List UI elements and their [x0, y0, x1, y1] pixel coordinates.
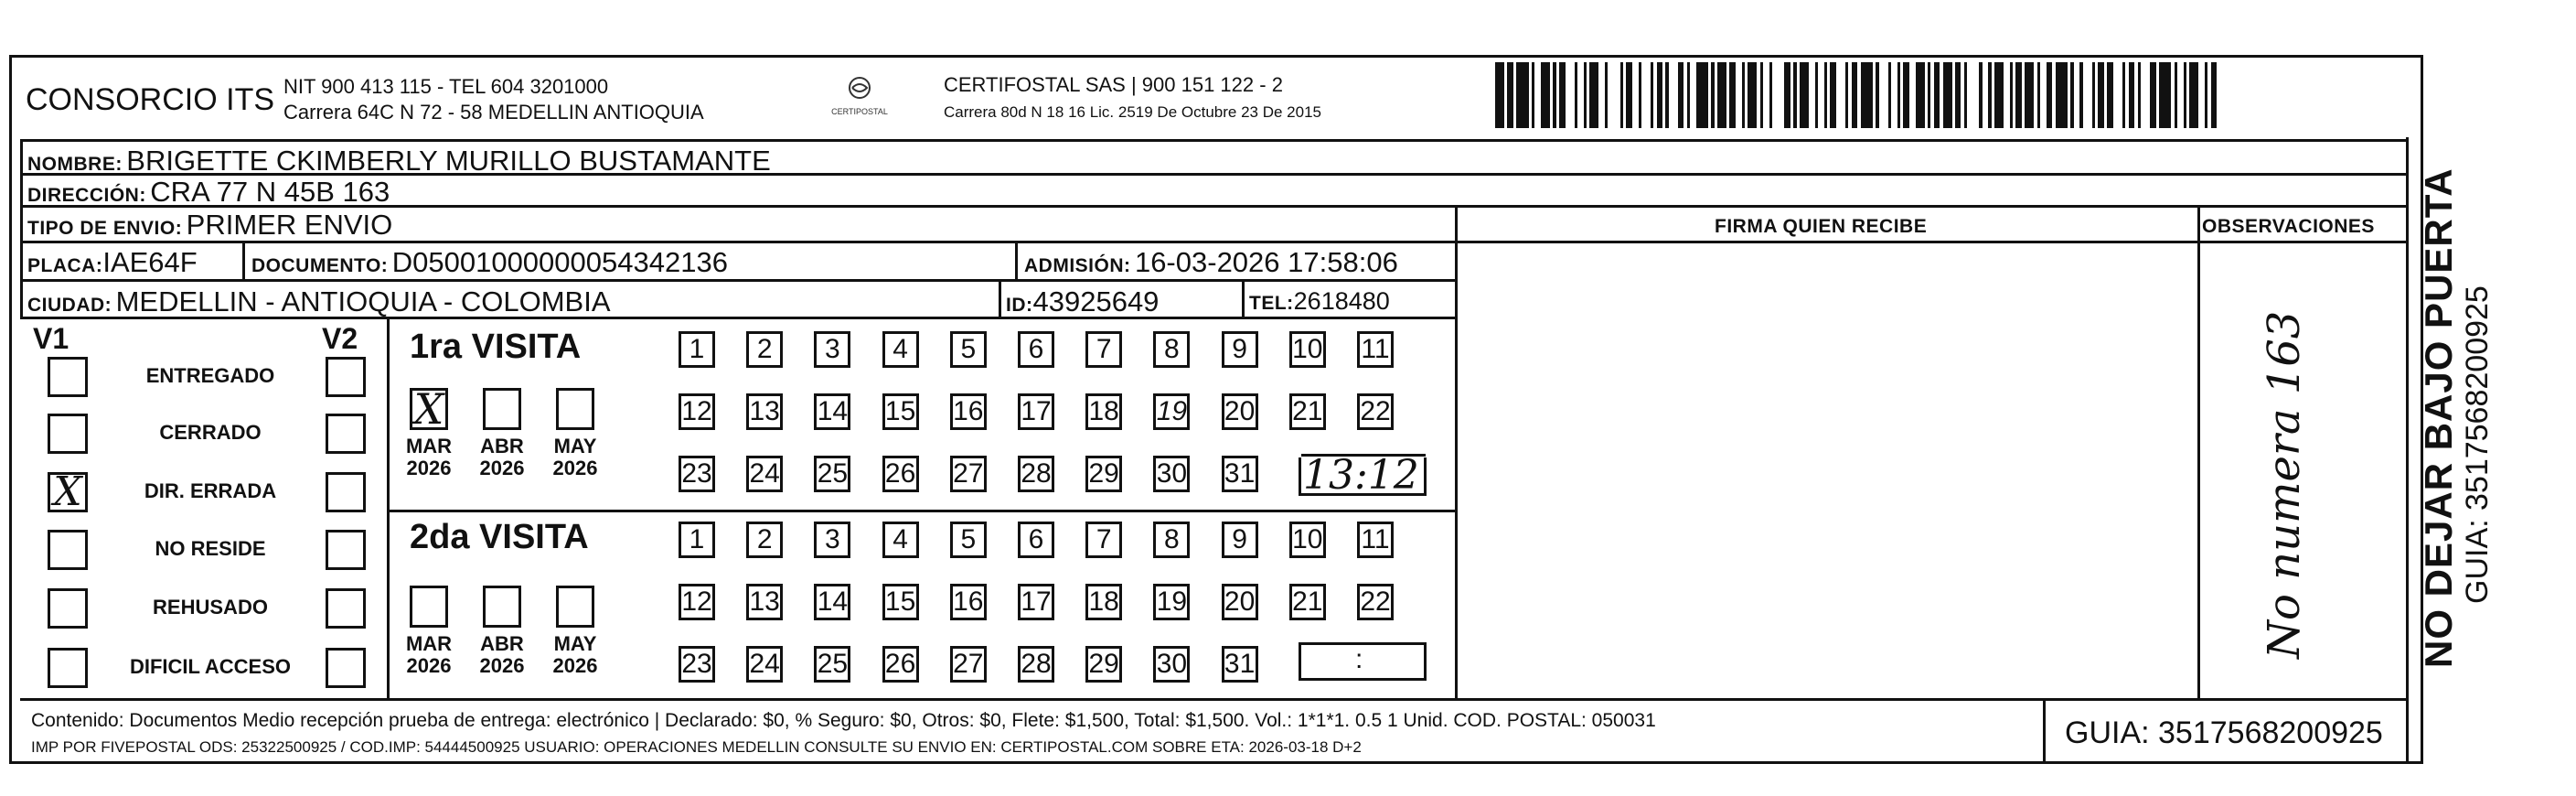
documento-field: DOCUMENTO: D05001000000054342136 — [251, 246, 728, 278]
day-box[interactable]: 23 — [679, 456, 715, 492]
day-box[interactable]: 6 — [1018, 522, 1054, 558]
day-box[interactable]: 21 — [1289, 584, 1326, 620]
day-box[interactable]: 29 — [1085, 456, 1122, 492]
v1-label: V1 — [33, 322, 69, 355]
contenido-line: Contenido: Documentos Medio recepción prueba de entrega: electrónico | Declarado: $0, % Seguro: $0, Otros: $0, Flete: $1,500, Total: $1,500. Vol.: 1*1*1. 0.5 1 Unid. COD. POSTAL: 050031 — [31, 710, 1656, 731]
day-box[interactable]: 30 — [1153, 646, 1190, 683]
observaciones-label: OBSERVACIONES — [2202, 216, 2375, 237]
v2-checkbox[interactable] — [326, 588, 366, 629]
company-name: CONSORCIO ITS — [26, 82, 275, 117]
v1-checkbox[interactable] — [48, 357, 88, 397]
month-checkbox-mar[interactable]: X — [410, 388, 448, 430]
month-label: MAR 2026 — [405, 632, 453, 677]
reason-label: NO RESIDE — [155, 537, 266, 560]
guia-footer: GUIA: 3517568200925 — [2065, 715, 2383, 750]
day-box[interactable]: 6 — [1018, 331, 1054, 368]
observaciones-handwritten: No numera 163 — [2259, 310, 2310, 659]
day-box[interactable]: 20 — [1222, 393, 1258, 430]
month-label: ABR 2026 — [479, 435, 525, 479]
day-box[interactable]: 9 — [1222, 331, 1258, 368]
day-box[interactable]: 2 — [746, 331, 783, 368]
day-box[interactable]: 7 — [1085, 522, 1122, 558]
day-box[interactable]: 10 — [1289, 522, 1326, 558]
address-line: Carrera 64C N 72 - 58 MEDELLIN ANTIOQUIA — [283, 101, 704, 124]
day-box[interactable]: 15 — [882, 393, 919, 430]
day-box[interactable]: 16 — [950, 584, 987, 620]
nombre-field: NOMBRE: BRIGETTE CKIMBERLY MURILLO BUSTAMANTE — [27, 145, 771, 177]
day-box[interactable]: 17 — [1018, 584, 1054, 620]
month-checkbox-may[interactable] — [556, 388, 594, 430]
day-box[interactable]: 5 — [950, 522, 987, 558]
visit2-time: : — [1355, 644, 1363, 674]
day-box[interactable]: 22 — [1357, 393, 1394, 430]
day-box[interactable]: 31 — [1222, 456, 1258, 492]
day-box[interactable]: 3 — [814, 522, 850, 558]
day-box[interactable]: 24 — [746, 646, 783, 683]
v2-checkbox[interactable] — [326, 357, 366, 397]
month-checkbox-mar[interactable] — [410, 586, 448, 628]
firma-label: FIRMA QUIEN RECIBE — [1715, 216, 1928, 237]
v1-checkbox[interactable] — [48, 588, 88, 629]
nit-line: NIT 900 413 115 - TEL 604 3201000 — [283, 75, 609, 98]
day-box[interactable]: 1 — [679, 522, 715, 558]
reason-label: ENTREGADO — [145, 364, 275, 387]
day-box[interactable]: 15 — [882, 584, 919, 620]
license-line: Carrera 80d N 18 16 Lic. 2519 De Octubre 23 De 2015 — [944, 103, 1321, 121]
id-field: ID:43925649 — [1006, 285, 1160, 317]
reason-label: REHUSADO — [153, 596, 268, 619]
admision-field: ADMISIÓN: 16-03-2026 17:58:06 — [1024, 246, 1398, 278]
month-label: ABR 2026 — [479, 632, 525, 677]
day-box[interactable]: 16 — [950, 393, 987, 430]
day-box[interactable]: 25 — [814, 456, 850, 492]
tipo-field: TIPO DE ENVIO: PRIMER ENVIO — [27, 209, 393, 241]
day-box[interactable]: 19 — [1153, 584, 1190, 620]
day-box[interactable]: 27 — [950, 646, 987, 683]
day-box[interactable]: 30 — [1153, 456, 1190, 492]
day-box[interactable]: 8 — [1153, 522, 1190, 558]
day-box[interactable]: 20 — [1222, 584, 1258, 620]
v1-checkbox[interactable]: X — [48, 472, 88, 512]
day-box[interactable]: 26 — [882, 646, 919, 683]
reason-label: DIFICIL ACCESO — [129, 655, 291, 678]
month-checkbox-abr[interactable] — [483, 586, 521, 628]
day-box[interactable]: 10 — [1289, 331, 1326, 368]
reason-label: DIR. ERRADA — [144, 479, 277, 502]
month-checkbox-abr[interactable] — [483, 388, 521, 430]
placa-field: PLACA:IAE64F — [27, 246, 198, 278]
day-box[interactable]: 12 — [679, 584, 715, 620]
certipostal-line: CERTIFOSTAL SAS | 900 151 122 - 2 — [944, 73, 1283, 96]
day-box[interactable]: 23 — [679, 646, 715, 683]
day-box[interactable]: 4 — [882, 331, 919, 368]
reason-label: CERRADO — [159, 421, 262, 444]
v2-checkbox[interactable] — [326, 414, 366, 454]
day-box[interactable]: 18 — [1085, 584, 1122, 620]
day-box[interactable]: 14 — [814, 393, 850, 430]
visit2-title: 2da VISITA — [410, 518, 589, 556]
day-box[interactable]: 28 — [1018, 646, 1054, 683]
day-box[interactable]: 18 — [1085, 393, 1122, 430]
day-box[interactable]: 2 — [746, 522, 783, 558]
visit1-time-box — [1299, 457, 1427, 496]
day-box[interactable]: 31 — [1222, 646, 1258, 683]
day-box[interactable]: 21 — [1289, 393, 1326, 430]
day-box[interactable]: 25 — [814, 646, 850, 683]
day-box[interactable]: 8 — [1153, 331, 1190, 368]
month-label: MAY 2026 — [552, 435, 598, 479]
day-box[interactable]: 9 — [1222, 522, 1258, 558]
month-label: MAY 2026 — [552, 632, 598, 677]
day-box[interactable]: 29 — [1085, 646, 1122, 683]
v2-checkbox[interactable] — [326, 472, 366, 512]
day-box[interactable]: 13 — [746, 393, 783, 430]
day-box[interactable]: 3 — [814, 331, 850, 368]
ciudad-field: CIUDAD: MEDELLIN - ANTIOQUIA - COLOMBIA — [27, 285, 611, 317]
day-box[interactable]: 4 — [882, 522, 919, 558]
day-box[interactable]: 14 — [814, 584, 850, 620]
day-box[interactable]: 13 — [746, 584, 783, 620]
day-box[interactable]: 11 — [1357, 331, 1394, 368]
v1-checkbox[interactable] — [48, 648, 88, 688]
month-label: MAR 2026 — [405, 435, 453, 479]
day-box[interactable]: 19 — [1153, 393, 1190, 430]
guia-side: GUIA: 3517568200925 — [2460, 285, 2495, 604]
no-dejar-text: NO DEJAR BAJO PUERTA — [2417, 167, 2460, 668]
tel-field: TEL:2618480 — [1249, 287, 1390, 315]
day-box[interactable]: 7 — [1085, 331, 1122, 368]
visit1-time: 13:12 — [1303, 452, 1419, 499]
day-box[interactable]: 11 — [1357, 522, 1394, 558]
day-box[interactable]: 27 — [950, 456, 987, 492]
day-box[interactable]: 1 — [679, 331, 715, 368]
day-box[interactable]: 5 — [950, 331, 987, 368]
month-checkbox-may[interactable] — [556, 586, 594, 628]
imp-line: IMP POR FIVEPOSTAL ODS: 25322500925 / COD.IMP: 54444500925 USUARIO: OPERACIONES MEDELLIN CONSULTE SU ENVIO EN: CERTIPOSTAL.COM SOBRE ETA: 2026-03-18 D+2 — [31, 738, 1362, 756]
direccion-field: DIRECCIÓN: CRA 77 N 45B 163 — [27, 176, 390, 208]
day-box[interactable]: 24 — [746, 456, 783, 492]
logo-text: CERTIPOSTAL — [831, 107, 888, 116]
v1-checkbox[interactable] — [48, 414, 88, 454]
day-box[interactable]: 22 — [1357, 584, 1394, 620]
day-box[interactable]: 12 — [679, 393, 715, 430]
day-box[interactable]: 28 — [1018, 456, 1054, 492]
visit1-title: 1ra VISITA — [410, 328, 582, 366]
day-box[interactable]: 17 — [1018, 393, 1054, 430]
day-box[interactable]: 26 — [882, 456, 919, 492]
v1-checkbox[interactable] — [48, 530, 88, 570]
v2-checkbox[interactable] — [326, 648, 366, 688]
v2-label: V2 — [322, 322, 358, 355]
v2-checkbox[interactable] — [326, 530, 366, 570]
